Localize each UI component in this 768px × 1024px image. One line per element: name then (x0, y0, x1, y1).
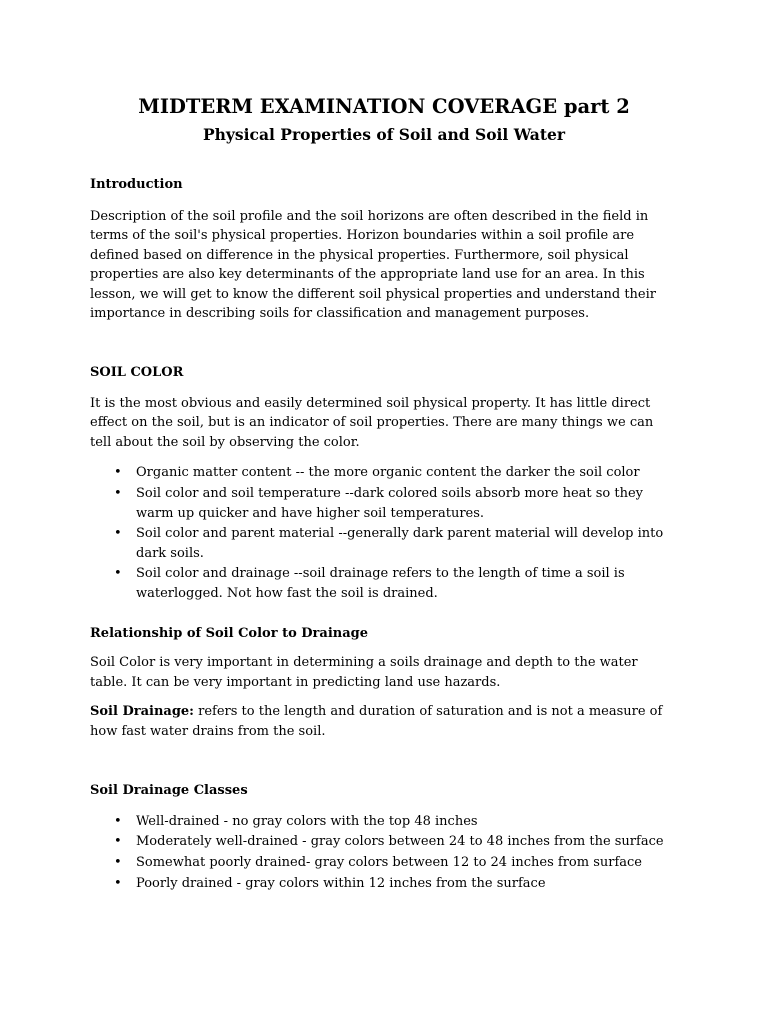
document-subtitle: Physical Properties of Soil and Soil Water (202, 125, 566, 144)
list-item: • Organic matter content -- the more organic content the darker the soil color (136, 463, 678, 483)
introduction-heading: Introduction (90, 177, 183, 192)
list-item: • Soil color and soil temperature --dark colored soils absorb more heat so they warm up quicker and have higher soil temperatures. (136, 484, 678, 523)
drainage-classes-list (90, 812, 678, 893)
list-item: • Soil color and parent material --generally dark parent material will develop into dark soils. (136, 524, 678, 563)
relationship-heading: Relationship of Soil Color to Drainage (90, 625, 369, 641)
soil-drainage-term: Soil Drainage: (90, 704, 194, 720)
relationship-paragraph: Soil Color is very important in determining a soils drainage and depth to the water table. It can be very important in predicting land use hazards. (90, 655, 638, 690)
soil-color-heading: SOIL COLOR (90, 365, 184, 381)
list-item: • Well-drained - no gray colors with the top 48 inches (136, 812, 678, 832)
document-title: MIDTERM EXAMINATION COVERAGE part 2 (138, 95, 630, 118)
list-item: • Poorly drained - gray colors within 12 inches from the surface (136, 874, 678, 894)
soil-color-paragraph: It is the most obvious and easily determined soil physical property. It has little direct effect on the soil, but is an indicator of soil properties. There are many things we can tell about the soil by observing the color. (90, 395, 654, 450)
list-item: • Somewhat poorly drained- gray colors between 12 to 24 inches from surface (136, 853, 678, 873)
soil-drainage-definition (90, 702, 678, 741)
introduction-paragraph: Description of the soil profile and the soil horizons are often described in the field in terms of the soil's physical properties. Horizon boundaries within a soil profile are defined based on difference in the physical properties. Furthermore, soil physical properties are also key determinants of the appropriate land use for an area. In this lesson, we will get to know the different soil physical properties and understand their importance in describing soils for classification and management purposes. (90, 208, 656, 322)
soil-drainage-text: refers to the length and duration of saturation and is not a measure of how fast water drains from the soil. (90, 704, 663, 739)
list-item: • Moderately well-drained - gray colors between 24 to 48 inches from the surface (136, 832, 678, 852)
soil-color-list (90, 463, 678, 603)
list-item: • Soil color and drainage --soil drainage refers to the length of time a soil is waterlogged. Not how fast the soil is drained. (136, 564, 678, 603)
drainage-classes-heading: Soil Drainage Classes (90, 783, 248, 799)
